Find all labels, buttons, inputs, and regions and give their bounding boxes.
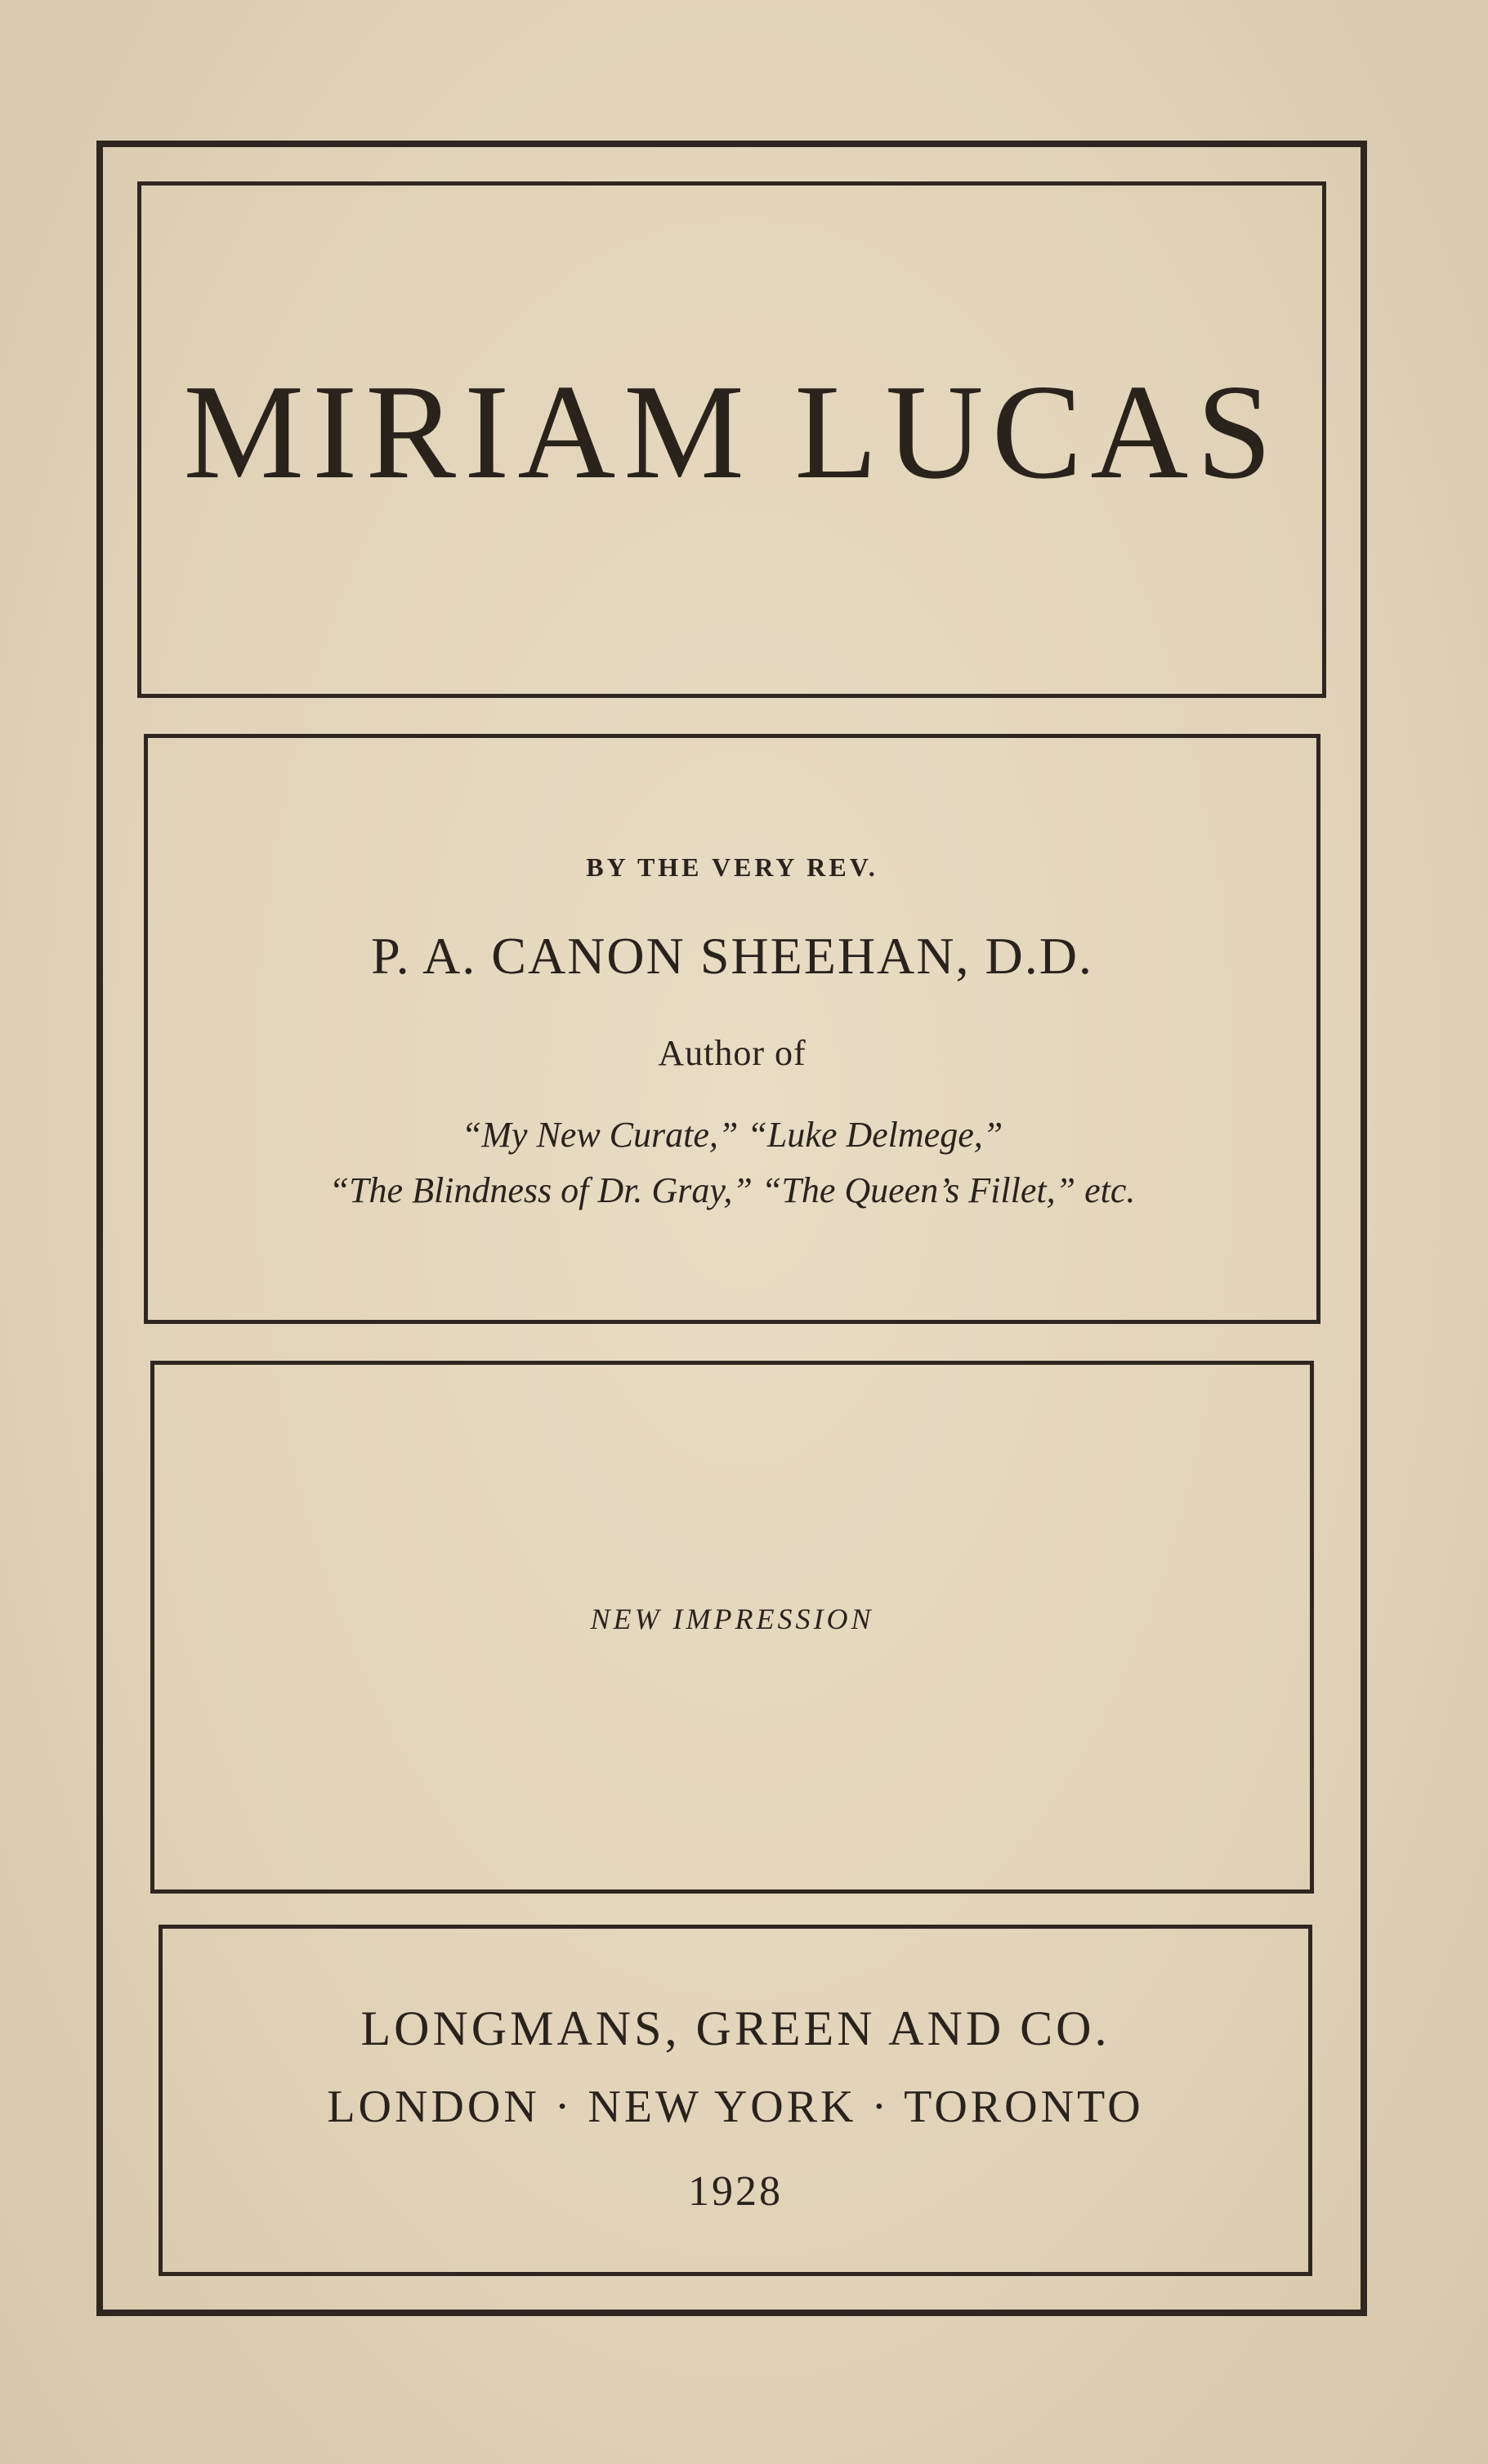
author-name: P. A. CANON SHEEHAN, D.D. [371,927,1093,985]
impression-label: NEW IMPRESSION [590,1603,874,1635]
publisher-cities: LONDON · NEW YORK · TORONTO [327,2082,1144,2132]
impression-panel [150,1361,1314,1894]
publisher-panel [159,1925,1312,2276]
author-of-label: Author of [658,1033,807,1073]
other-works-line-1: “My New Curate,” “Luke Delmege,” [461,1115,1003,1155]
byline: BY THE VERY REV. [586,852,878,882]
title-panel [137,181,1326,698]
book-title: MIRIAM LUCAS [183,356,1280,507]
other-works-line-2: “The Blindness of Dr. Gray,” “The Queen’s Fillet,” etc. [328,1170,1136,1210]
publication-year: 1928 [688,2168,783,2215]
author-panel [144,734,1320,1324]
publisher-name: LONGMANS, GREEN AND CO. [360,2001,1110,2055]
